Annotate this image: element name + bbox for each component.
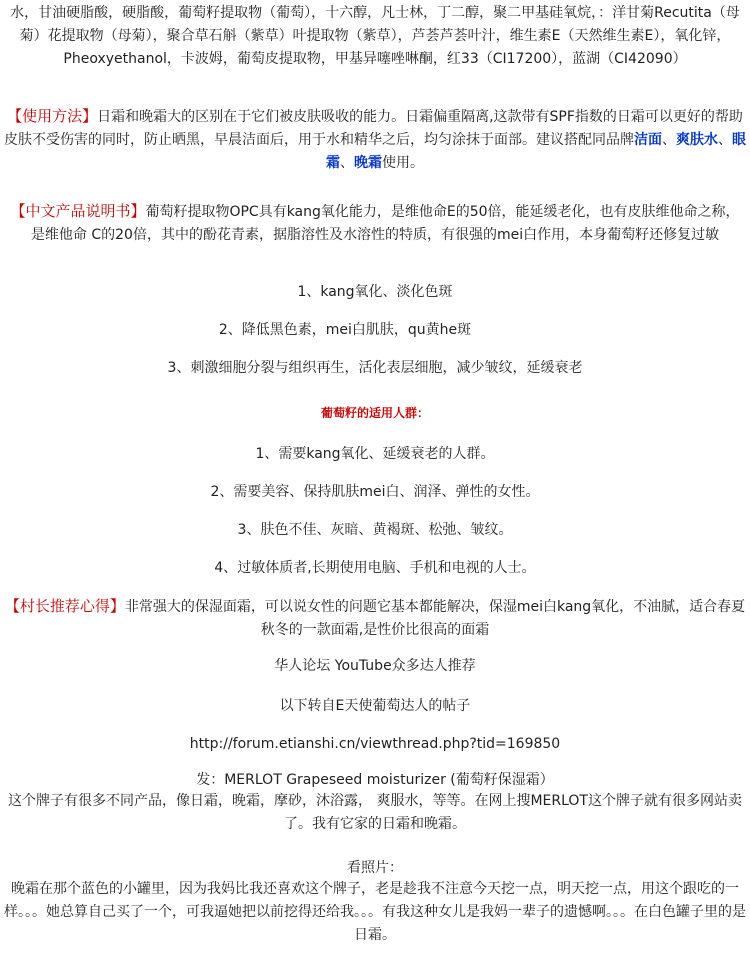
repost-line: 以下转自E天使葡萄达人的帖子 [279,698,471,714]
manual-paragraph [4,200,746,247]
forum-line: 华人论坛 YouTube众多达人推荐 [274,658,476,674]
photos-heading: 看照片： [347,860,403,876]
recommend-paragraph [4,595,746,642]
benefit-item: 1、kang氧化、淡化色斑 [297,284,453,300]
manual-title: 【中文产品说明书】 [10,202,146,220]
photos-section [4,858,746,947]
post-section [4,770,746,836]
link-cleanser[interactable]: 洁面 [634,132,662,148]
ingredients-paragraph [4,2,746,71]
audience-title: 葡萄籽的适用人群： [320,406,429,420]
audience-item: 4、过敏体质者,长期使用电脑、手机和电视的人士。 [214,560,536,576]
benefit-item: 2、降低黑色素，mei白肌肤，qu黄he斑 [218,322,472,338]
post-heading: 发：MERLOT Grapeseed moisturizer (葡萄籽保湿霜） [196,772,554,788]
benefit-item: 3、刺激细胞分裂与组织再生，活化表层细胞，减少皱纹，延缓衰老 [167,360,583,376]
ingredients-text: 水，甘油硬脂酸，硬脂酸，葡萄籽提取物（葡萄），十六醇，凡士林，丁二醇，聚二甲基硅氧烷，：洋甘菊Recutita（母菊）花提取物（母菊），聚合草石斛（紫草）叶提取物（紫草），芦荟芦荟叶汁，维生素E（天然维生素E），氧化锌，Pheoxyethanol，卡波姆，葡萄皮提取物，甲基异噻唑啉酮，红33（CI17200），蓝湖（CI42090） [10,5,740,67]
usage-paragraph [4,105,746,175]
usage-text: 日霜和晚霜大的区别在于它们被皮肤吸收的能力。日霜偏重隔离,这款带有SPF指数的日霜可以更好的帮助皮肤不受伤害的同时，防止晒黑，早晨洁面后，用于水和精华之后，均匀涂抹于面部。建议搭配同品牌 [4,109,743,148]
photos-text: 晚霜在那个蓝色的小罐里，因为我妈比我还喜欢这个牌子，老是趁我不注意今天挖一点，明天挖一点，用这个跟吃的一样。。。她总算自己买了一个，可我逼她把以前挖得还给我。。。有我这种女儿是我妈一辈子的遗憾啊。。。在白色罐子里的是日霜。 [4,881,746,943]
link-separator: 、 [340,155,354,171]
link-toner[interactable]: 爽肤水 [676,132,718,148]
link-night-cream[interactable]: 晚霜 [354,155,382,171]
audience-item: 1、需要kang氧化、延缓衰老的人群。 [255,446,495,462]
recommend-title: 【村长推荐心得】 [4,597,125,615]
recommend-text: 非常强大的保湿面霜，可以说女性的问题它基本都能解决，保湿mei白kang氧化，不油腻，适合春夏秋冬的一款面霜,是性价比很高的面霜 [124,599,746,638]
post-text: 这个牌子有很多不同产品，像日霜，晚霜，摩砂，沐浴露， 爽服水，等等。在网上搜MERLOT这个牌子就有很多网站卖了。我有它家的日霜和晚霜。 [8,793,742,832]
usage-suffix: 使用。 [382,155,424,171]
link-separator: 、 [718,132,732,148]
audience-item: 2、需要美容、保持肌肤mei白、润泽、弹性的女性。 [210,484,540,500]
usage-title: 【使用方法】 [7,107,98,125]
link-eye-cream[interactable]: 眼霜 [326,132,746,171]
audience-item: 3、肤色不佳、灰暗、黄褐斑、松弛、皱纹。 [237,522,513,538]
source-url[interactable]: http://forum.etianshi.cn/viewthread.php?tid=169850 [189,736,561,752]
link-separator: 、 [662,132,676,148]
manual-text: 葡萄籽提取物OPC具有kang氧化能力，是维他命E的50倍，能延缓老化，也有皮肤维他命之称，是维他命 C的20倍，其中的酚花青素，据脂溶性及水溶性的特质，有很强的mei白作用，本身葡萄籽还修复过敏 [30,204,740,243]
